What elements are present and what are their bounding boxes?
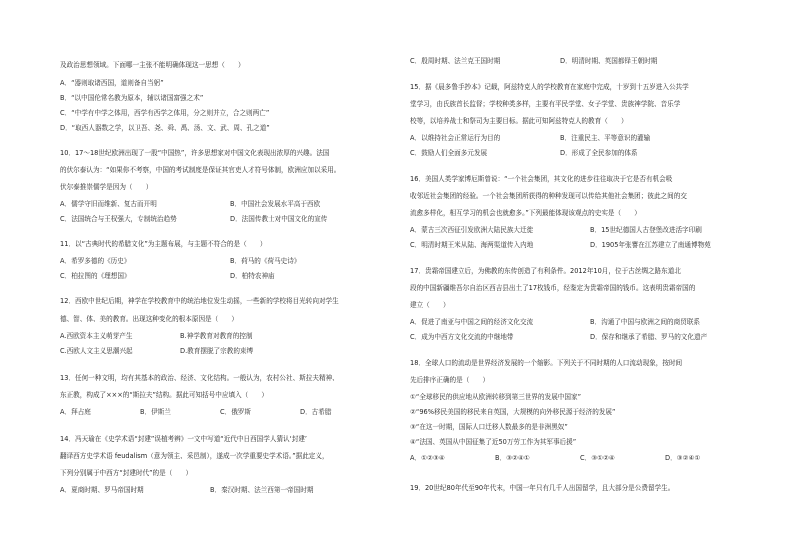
question-stem-line: 15．据《晨多鲁手抄本》记载，阿兹特克人的学校教育在家庭中完成，十岁到十五岁进入公共学 <box>410 83 689 91</box>
option-b[interactable]: B．秦汉时期、法兰西第一帝国时期 <box>210 486 314 494</box>
option-c[interactable]: C．③①②④ <box>580 454 615 462</box>
question-stem-line: 堂学习，由氏族首长监督；学校种类多样，主要有平民学堂、女子学堂、贵族神学院、音乐学 <box>410 100 681 108</box>
option-a[interactable]: A．促进了南亚与中国之间的经济文化交流 <box>410 318 534 326</box>
option-a[interactable]: A．“器则取诸西国，道则备自当躬” <box>60 79 164 87</box>
option-b[interactable]: B.神学教育对教育的控制 <box>180 332 253 340</box>
question-stem-line: 12．西欧中世纪后期，神学在学校教育中的统治地位发生动摇，一些新的学校将目光转向对学生 <box>60 297 339 305</box>
option-b[interactable]: B．伊斯兰 <box>140 408 171 416</box>
option-c[interactable]: C．“中学有中学之体用，西学有西学之体用，分之则并立，合之则两亡” <box>60 109 270 117</box>
option-c[interactable]: C．俄罗斯 <box>220 408 251 416</box>
statement-3: ③“在这一时期，国际人口迁移人数最多的是非洲黑奴” <box>410 423 568 431</box>
option-c[interactable]: C．明清时期王米从陆、海两渠道传入内地 <box>410 241 534 249</box>
option-c[interactable]: C．柏拉图的《理想国》 <box>60 272 131 280</box>
question-stem-line: 建立（ ） <box>410 301 450 309</box>
question-stem-line: 流愈多样化，相互学习的机会也就愈多。”下列最能体现该观点的史实是（ ） <box>410 209 641 217</box>
option-a[interactable]: A．夏商时期、罗马帝国时期 <box>60 486 144 494</box>
option-d[interactable]: D．柏特农神庙 <box>230 272 275 280</box>
question-stem-line: 的伏尔泰认为：“如果你不考察，中国的考试制度是保证其官吏人才符号体制，欧洲应加以采用。 <box>60 166 341 174</box>
option-d[interactable]: D．保存和继承了希腊、罗马的文化遗产 <box>590 333 708 341</box>
question-stem-line: 19．20世纪80年代至90年代末，中国一年只有几千人出国留学，且大部分是公费留学生。 <box>410 484 675 492</box>
question-stem-line: 13．任何一种文明，均有其基本的政治、经济、文化结构。一般认为，农村公社、斯拉夫精神、 <box>60 374 339 382</box>
option-a[interactable]: A．蒙古三次西征引发欧洲大陆民族大迁徙 <box>410 226 534 234</box>
option-b[interactable]: B．③②④① <box>495 454 530 462</box>
question-stem-line: 收邻近社会集团的经验。一个社会集团所获得的种种发现可以传给其他社会集团；彼此之间的交 <box>410 192 687 200</box>
question-stem-line: 德、智、体、美的教育。出现这种变化的根本原因是（ ） <box>60 315 239 323</box>
option-d[interactable]: D．③②④① <box>665 454 701 462</box>
option-b[interactable]: B．沟通了中国与欧洲之间的商贸联系 <box>590 318 701 326</box>
option-b[interactable]: B．15世纪德国人古登堡改进活字印刷 <box>590 226 702 234</box>
statement-2: ②“96%移民美国的移民来自英国，大规模的向外移民源于经济的发展” <box>410 408 616 416</box>
option-c[interactable]: C．法国统合与王权强大，专制统治趋势 <box>60 215 177 223</box>
question-stem-line: 翻译西方史学术语 feudalism（意为领主、采邑制），遂成一次学重要史学术语。”据此定义， <box>60 452 329 460</box>
question-stem-line: 17．贵霜帝国建立后，为佛教的东传创造了有利条件。2012年10月，位于古丝绸之路东道北 <box>410 267 681 275</box>
question-stem-line: 东正教，构成了×××的“斯拉夫”结构。据此可知括号中应填入（ ） <box>60 391 269 399</box>
statement-1: ①“全球移民的供应地从欧洲转移到第三世界的发展中国家” <box>410 393 581 401</box>
question-stem-line: 16．美国人类学家博厄斯曾说：“一个社会集团，其文化的进步往往取决于它是否有机会吸 <box>410 175 673 183</box>
question-stem-line: 先后排序正确的是（ ） <box>410 376 490 384</box>
option-d[interactable]: D．“取西人器数之学，以卫吾、尧、舜、禹、汤、文、武、周、孔之道” <box>60 124 270 132</box>
question-stem-line: 校等，以培养战士和祭司为主要目标。据此可知阿兹特克人的教育（ ） <box>410 117 628 125</box>
option-d[interactable]: D.教育摆脱了宗教的束缚 <box>180 347 254 355</box>
option-d[interactable]: D．形成了全民参加的体系 <box>560 149 638 157</box>
option-b[interactable]: B．中国社会发展水平高于西欧 <box>230 200 321 208</box>
option-d[interactable]: D．1905年张謇在江苏建立了南通博物苑 <box>590 241 711 249</box>
option-a[interactable]: A．以维持社会正常运行为目的 <box>410 134 501 142</box>
option-a[interactable]: A．儒学守旧而维新、复古而开明 <box>60 200 157 208</box>
statement-4: ④“法国、英国从中国征集了近50万劳工作为其军事后援” <box>410 438 577 446</box>
option-a[interactable]: A．拜占庭 <box>60 408 91 416</box>
question-stem-line: 14．冯天瑜在《史学术语“封建”误植考辨》一文中写道“近代中日西国学人猜认‘封建’ <box>60 435 308 443</box>
option-a[interactable]: A．希罗多德的《历史》 <box>60 257 131 265</box>
option-c[interactable]: C．鼓励人们全面多元发展 <box>410 149 488 157</box>
option-a[interactable]: A．①②③④ <box>410 454 445 462</box>
option-d[interactable]: D．古希腊 <box>300 408 332 416</box>
option-b[interactable]: B．注重民主、平等意识的灌输 <box>560 134 651 142</box>
option-c[interactable]: C．成为中西方文化交流的中继地带 <box>410 333 514 341</box>
option-c[interactable]: C．殷周时期、法兰克王国时期 <box>410 57 501 65</box>
question-stem-line: 及政治思想领域。下面哪一主张不能明确体现这一思想（ ） <box>60 61 245 69</box>
question-stem-line: 11．以“古典时代的希腊文化”为主题布展，与主题不符合的是（ ） <box>60 240 267 248</box>
option-d[interactable]: D．法国传教士对中国文化的宣传 <box>230 215 328 223</box>
question-stem-line: 10．17～18世纪欧洲出现了一股“中国热”，许多思想家对中国文化表现出浓厚的兴趣。法国 <box>60 149 330 157</box>
option-c[interactable]: C.西欧人文主义思潮兴起 <box>60 347 133 355</box>
question-stem-line: 18．全球人口的流动是世界经济发展的一个缩影。下列关于不同时期的人口流动现象，按时间 <box>410 359 683 367</box>
question-stem-line: 段的中国新疆维吾尔自治区西吉县出土了17枚钱币，经鉴定为贵霜帝国的钱币。这表明贵霜帝国的 <box>410 284 696 292</box>
option-b[interactable]: B．荷马的《荷马史诗》 <box>230 257 301 265</box>
option-d[interactable]: D．明清时期、英国都铎王朝时期 <box>560 57 658 65</box>
option-a[interactable]: A.西欧资本主义萌芽产生 <box>60 332 133 340</box>
question-stem-line: 下列分别属于中西方“封建时代”的是（ ） <box>60 469 193 477</box>
option-b[interactable]: B．“以中国伦常名教为原本，辅以诸国富强之术” <box>60 94 204 102</box>
question-stem-line: 伏尔泰推崇儒学是因为（ ） <box>60 183 153 191</box>
